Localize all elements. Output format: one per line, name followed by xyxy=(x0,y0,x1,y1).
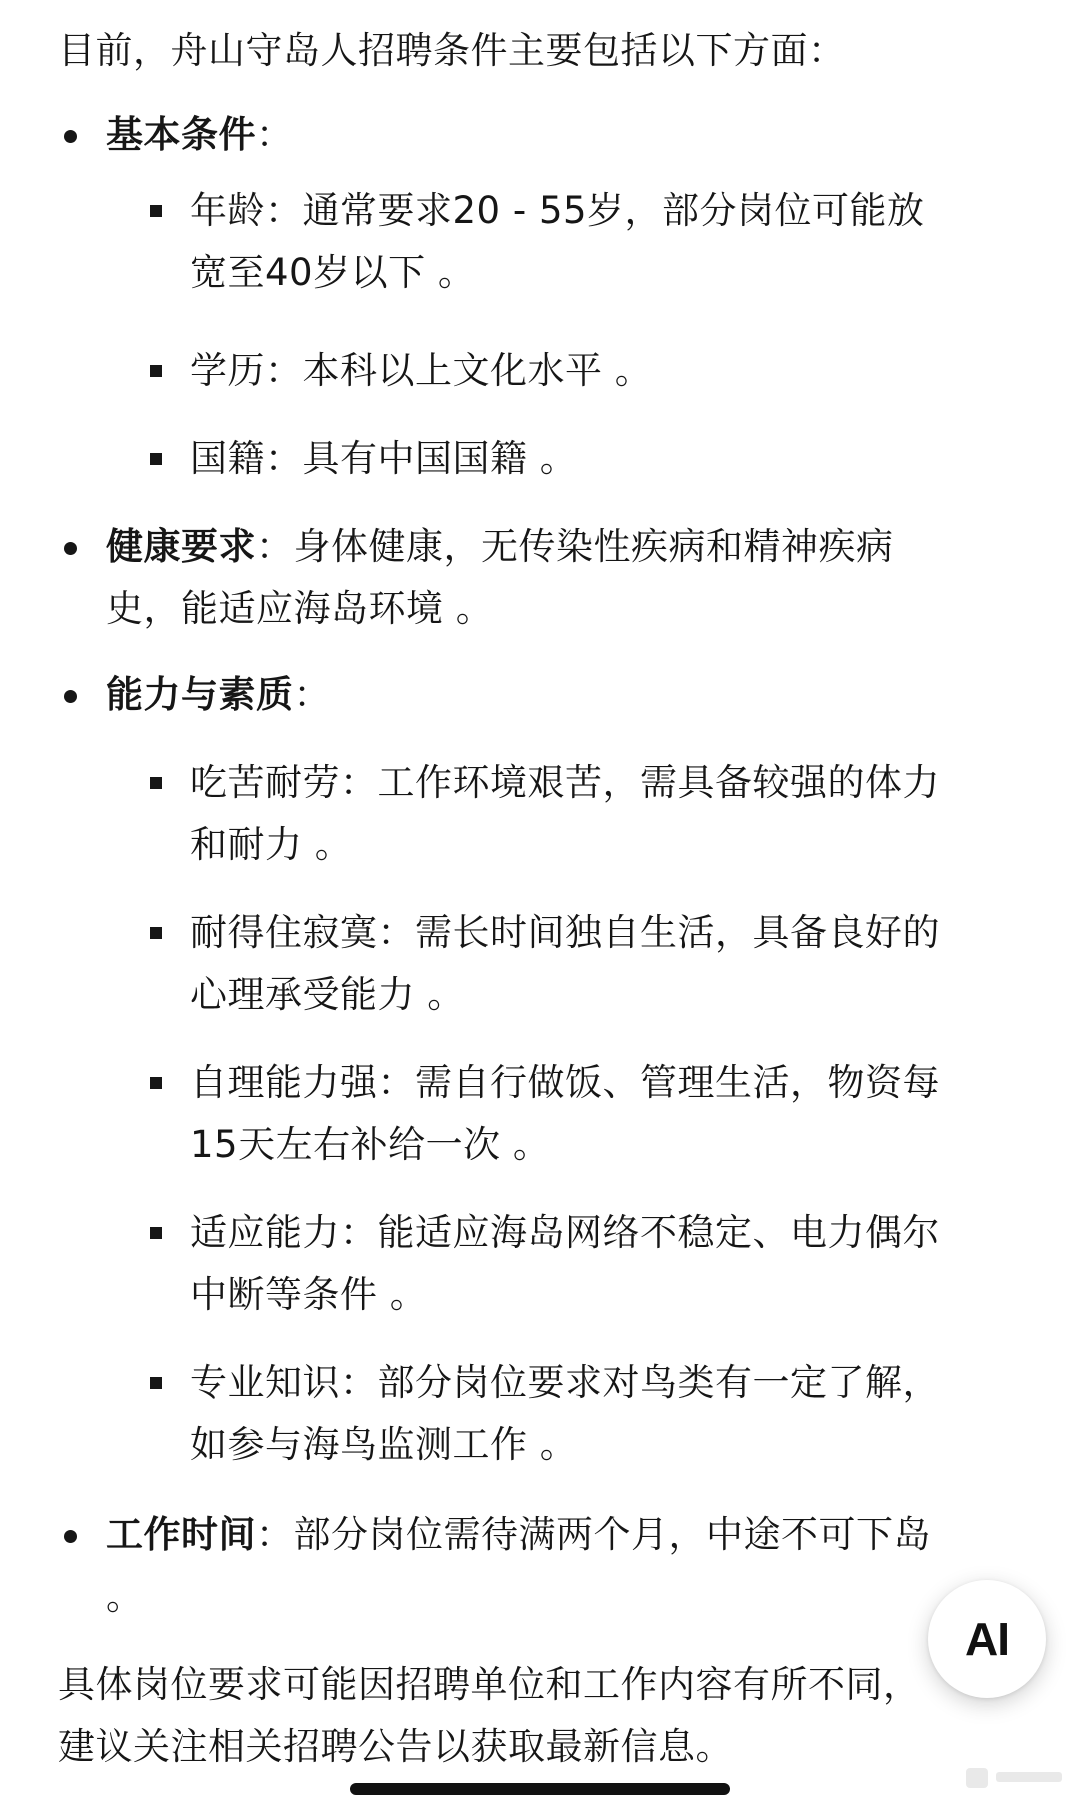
sub-item-line: 吃苦耐劳：工作环境艰苦，需具备较强的体力 xyxy=(190,761,940,804)
item-text: 。 xyxy=(106,1575,144,1618)
bullet-square xyxy=(150,365,162,377)
sub-item-line: 宽至40岁以下 。 xyxy=(190,251,476,294)
sub-item-line: 15天左右补给一次 。 xyxy=(190,1123,551,1166)
bullet-dot xyxy=(64,130,77,143)
bullet-square xyxy=(150,927,162,939)
bullet-square xyxy=(150,777,162,789)
closing-text xyxy=(58,1654,1018,1778)
bullet-dot xyxy=(64,690,77,703)
sub-item-line: 耐得住寂寞：需长时间独自生活，具备良好的 xyxy=(190,911,940,954)
sub-item-line: 年龄：通常要求20 - 55岁，部分岗位可能放 xyxy=(190,189,925,232)
sub-item-line: 心理承受能力 。 xyxy=(190,973,465,1016)
item-text: 史，能适应海岛环境 。 xyxy=(106,587,494,630)
bullet-dot xyxy=(64,542,77,555)
item-label: 工作时间 xyxy=(106,1513,256,1556)
bullet-square xyxy=(150,1377,162,1389)
sub-item-line: 适应能力：能适应海岛网络不稳定、电力偶尔 xyxy=(190,1211,940,1254)
sub-item-line: 中断等条件 。 xyxy=(190,1273,428,1316)
item-text: ： xyxy=(293,673,331,716)
sub-item-line: 如参与海鸟监测工作 。 xyxy=(190,1423,578,1466)
item-label: 能力与素质 xyxy=(106,673,294,716)
watermark-icon xyxy=(960,1760,1070,1794)
sub-item-line: 和耐力 。 xyxy=(190,823,353,866)
item-text: ： xyxy=(256,113,294,156)
sub-item-line: 国籍：具有中国国籍 。 xyxy=(190,437,578,480)
home-indicator[interactable] xyxy=(350,1783,730,1795)
closing-line: 建议关注相关招聘公告以获取最新信息。 xyxy=(58,1725,733,1768)
ai-assistant-button[interactable] xyxy=(928,1580,1046,1698)
item-label: 健康要求 xyxy=(106,525,256,568)
item-text: ：身体健康，无传染性疾病和精神疾病 xyxy=(256,525,894,568)
intro-text: 目前，舟山守岛人招聘条件主要包括以下方面： xyxy=(58,29,846,72)
item-label: 基本条件 xyxy=(106,113,256,156)
item-text: ：部分岗位需待满两个月，中途不可下岛 xyxy=(256,1513,931,1556)
bullet-square xyxy=(150,453,162,465)
ai-assistant-icon: AI xyxy=(965,1613,1009,1665)
sub-item-line: 专业知识：部分岗位要求对鸟类有一定了解， xyxy=(190,1361,940,1404)
closing-line: 具体岗位要求可能因招聘单位和工作内容有所不同， xyxy=(58,1663,921,1706)
bullet-square xyxy=(150,1227,162,1239)
bullet-dot xyxy=(64,1530,77,1543)
sub-item-line: 学历：本科以上文化水平 。 xyxy=(190,349,653,392)
bullet-square xyxy=(150,205,162,217)
bullet-square xyxy=(150,1077,162,1089)
sub-item-line: 自理能力强：需自行做饭、管理生活，物资每 xyxy=(190,1061,940,1104)
